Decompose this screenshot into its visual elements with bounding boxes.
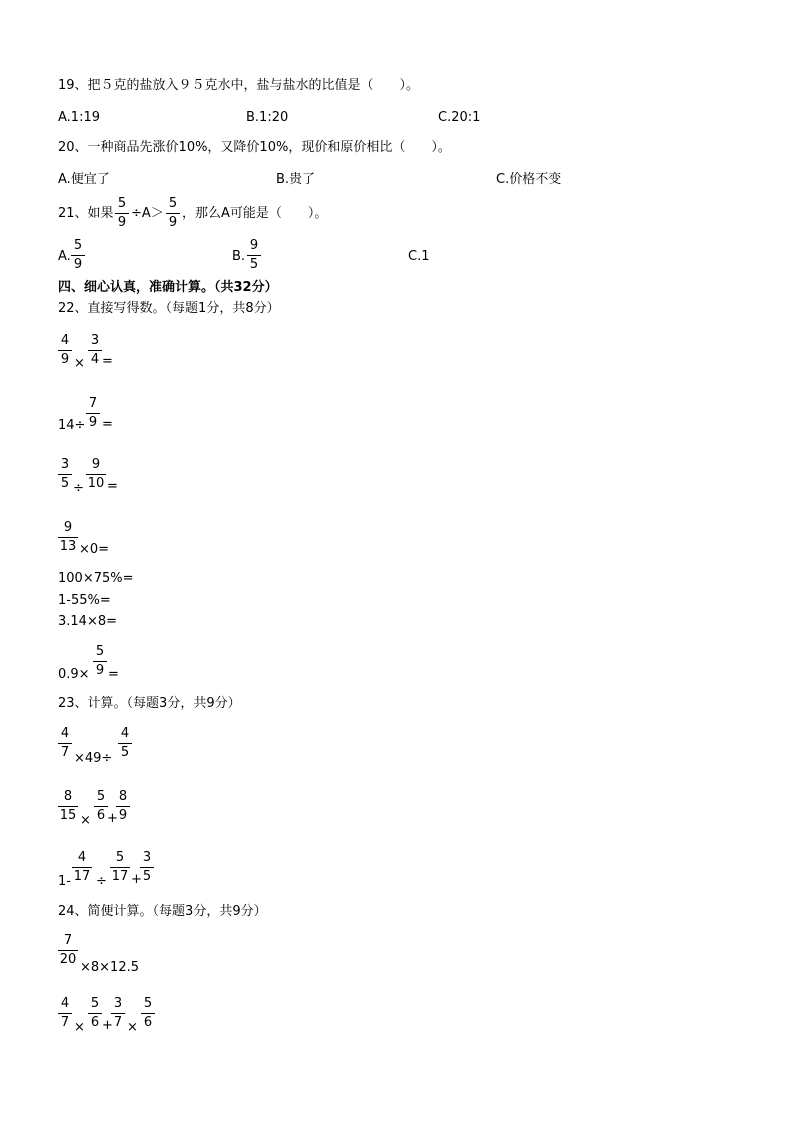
numerator: 3 xyxy=(113,996,123,1011)
fraction-bar xyxy=(111,1013,125,1014)
q21-option-b-fraction[interactable] xyxy=(247,238,261,274)
q24-e2-operator-2: + xyxy=(102,1018,113,1033)
q22-e6: 1-55%= xyxy=(58,593,111,608)
q22-e7: 3.14×8= xyxy=(58,614,118,629)
numerator: 5 xyxy=(96,789,106,804)
numerator: 5 xyxy=(73,238,83,253)
denominator: 13 xyxy=(59,539,77,554)
q24-e2-operator-3: × xyxy=(127,1020,138,1035)
fraction-bar xyxy=(93,661,107,662)
fraction-bar xyxy=(118,743,132,744)
q19-option-b[interactable]: B.1:20 xyxy=(246,110,289,125)
q22-e4-fraction xyxy=(58,520,78,556)
fraction-bar xyxy=(86,474,106,475)
denominator: 9 xyxy=(88,415,98,430)
q21-prefix: 21、如果 xyxy=(58,206,114,221)
fraction-bar xyxy=(58,474,72,475)
q22-e8-equals: = xyxy=(108,667,119,682)
fraction-bar xyxy=(141,1013,155,1014)
q22-e1-equals: = xyxy=(102,354,113,369)
q23-e3-fraction-2 xyxy=(110,850,130,886)
numerator: 4 xyxy=(60,996,70,1011)
fraction-bar xyxy=(115,213,129,214)
q23-e2-fraction-3 xyxy=(116,789,130,825)
q21-fraction-1 xyxy=(115,196,129,232)
denominator: 6 xyxy=(96,808,106,823)
q22-e2-fraction xyxy=(86,396,100,432)
numerator: 9 xyxy=(63,520,73,535)
q22-e2-equals: = xyxy=(102,417,113,432)
numerator: 8 xyxy=(63,789,73,804)
q19-stem: 19、把５克的盐放入９５克水中，盐与盐水的比值是（ ）。 xyxy=(58,78,420,93)
fraction-bar xyxy=(58,806,78,807)
q23-e1-middle: ×49÷ xyxy=(74,751,113,766)
fraction-bar xyxy=(110,867,130,868)
numerator: 9 xyxy=(249,238,259,253)
q24-e2-fraction-3 xyxy=(111,996,125,1032)
q24-e2-fraction-4 xyxy=(141,996,155,1032)
denominator: 15 xyxy=(59,808,77,823)
denominator: 17 xyxy=(111,869,129,884)
numerator: 3 xyxy=(142,850,152,865)
fraction-bar xyxy=(166,213,180,214)
q21-option-c[interactable]: C.1 xyxy=(408,249,430,264)
numerator: 5 xyxy=(143,996,153,1011)
q22-e4-rest: ×0= xyxy=(79,542,110,557)
q23-e3-fraction-3 xyxy=(140,850,154,886)
numerator: 8 xyxy=(118,789,128,804)
denominator: 6 xyxy=(143,1015,153,1030)
numerator: 5 xyxy=(168,196,178,211)
q21-middle: ÷A＞ xyxy=(131,206,164,221)
q21-option-a-fraction[interactable] xyxy=(71,238,85,274)
numerator: 9 xyxy=(91,457,101,472)
q20-option-c[interactable]: C.价格不变 xyxy=(496,172,562,187)
denominator: 5 xyxy=(60,476,70,491)
q22-e3-operator: ÷ xyxy=(73,481,84,496)
q22-e3-equals: = xyxy=(107,479,118,494)
numerator: 4 xyxy=(60,333,70,348)
fraction-bar xyxy=(86,413,100,414)
numerator: 3 xyxy=(60,457,70,472)
numerator: 4 xyxy=(77,850,87,865)
denominator: 9 xyxy=(73,257,83,272)
q20-option-b[interactable]: B.贵了 xyxy=(276,172,316,187)
denominator: 9 xyxy=(117,215,127,230)
q23-e1-fraction-2 xyxy=(118,726,132,762)
numerator: 5 xyxy=(95,644,105,659)
q22-e3-fraction-1 xyxy=(58,457,72,493)
numerator: 5 xyxy=(115,850,125,865)
q24-e1-rest: ×8×12.5 xyxy=(80,960,140,975)
numerator: 5 xyxy=(90,996,100,1011)
fraction-bar xyxy=(116,806,130,807)
numerator: 3 xyxy=(90,333,100,348)
denominator: 4 xyxy=(90,352,100,367)
fraction-bar xyxy=(88,1013,102,1014)
fraction-bar xyxy=(71,255,85,256)
denominator: 7 xyxy=(60,1015,70,1030)
q21-option-b-label[interactable]: B. xyxy=(232,249,246,264)
fraction-bar xyxy=(247,255,261,256)
q22-e8-prefix: 0.9× xyxy=(58,667,90,682)
fraction-bar xyxy=(58,950,78,951)
q23-title: 23、计算。（每题3分，共9分） xyxy=(58,696,241,711)
denominator: 10 xyxy=(87,476,105,491)
q23-e2-operator-1: × xyxy=(80,813,91,828)
fraction-bar xyxy=(140,867,154,868)
q24-e2-fraction-2 xyxy=(88,996,102,1032)
q24-e2-operator-1: × xyxy=(74,1020,85,1035)
q20-option-a[interactable]: A.便宜了 xyxy=(58,172,110,187)
q23-e3-fraction-1 xyxy=(72,850,92,886)
denominator: 9 xyxy=(118,808,128,823)
numerator: 4 xyxy=(60,726,70,741)
q21-fraction-2 xyxy=(166,196,180,232)
q22-e1-fraction-1 xyxy=(58,333,72,369)
q23-e2-fraction-1 xyxy=(58,789,78,825)
q19-option-c[interactable]: C.20:1 xyxy=(438,110,481,125)
q23-e1-fraction-1 xyxy=(58,726,72,762)
numerator: 5 xyxy=(117,196,127,211)
denominator: 5 xyxy=(120,745,130,760)
q21-option-a-label[interactable]: A. xyxy=(58,249,71,264)
q23-e3-prefix: 1- xyxy=(58,874,71,889)
q24-e2-fraction-1 xyxy=(58,996,72,1032)
fraction-bar xyxy=(72,867,92,868)
numerator: 4 xyxy=(120,726,130,741)
denominator: 6 xyxy=(90,1015,100,1030)
denominator: 7 xyxy=(60,745,70,760)
q22-e1-operator: × xyxy=(74,356,85,371)
denominator: 5 xyxy=(249,257,259,272)
q21-suffix: ，那么A可能是（ ）。 xyxy=(182,206,328,221)
q20-stem: 20、一种商品先涨价10%，又降价10%，现价和原价相比（ ）。 xyxy=(58,140,451,155)
numerator: 7 xyxy=(63,933,73,948)
q24-e1-fraction xyxy=(58,933,78,969)
q24-title: 24、简便计算。（每题3分，共9分） xyxy=(58,904,267,919)
q22-e5: 100×75%= xyxy=(58,571,134,586)
denominator: 5 xyxy=(142,869,152,884)
denominator: 9 xyxy=(60,352,70,367)
denominator: 7 xyxy=(113,1015,123,1030)
q22-e1-fraction-2 xyxy=(88,333,102,369)
fraction-bar xyxy=(58,743,72,744)
denominator: 17 xyxy=(73,869,91,884)
denominator: 9 xyxy=(95,663,105,678)
q22-e8-fraction xyxy=(93,644,107,680)
q19-option-a[interactable]: A.1:19 xyxy=(58,110,100,125)
fraction-bar xyxy=(58,1013,72,1014)
q23-e2-operator-2: + xyxy=(107,811,118,826)
fraction-bar xyxy=(58,350,72,351)
fraction-bar xyxy=(58,537,78,538)
q23-e3-operator-1: ÷ xyxy=(96,874,107,889)
q22-title: 22、直接写得数。（每题1分，共8分） xyxy=(58,301,280,316)
fraction-bar xyxy=(94,806,108,807)
q23-e2-fraction-2 xyxy=(94,789,108,825)
q22-e2-prefix: 14÷ xyxy=(58,418,86,433)
q23-e3-operator-2: + xyxy=(131,872,142,887)
fraction-bar xyxy=(88,350,102,351)
section-4-title: 四、细心认真，准确计算。（共32分） xyxy=(58,280,278,295)
numerator: 7 xyxy=(88,396,98,411)
denominator: 20 xyxy=(59,952,77,967)
q22-e3-fraction-2 xyxy=(86,457,106,493)
denominator: 9 xyxy=(168,215,178,230)
